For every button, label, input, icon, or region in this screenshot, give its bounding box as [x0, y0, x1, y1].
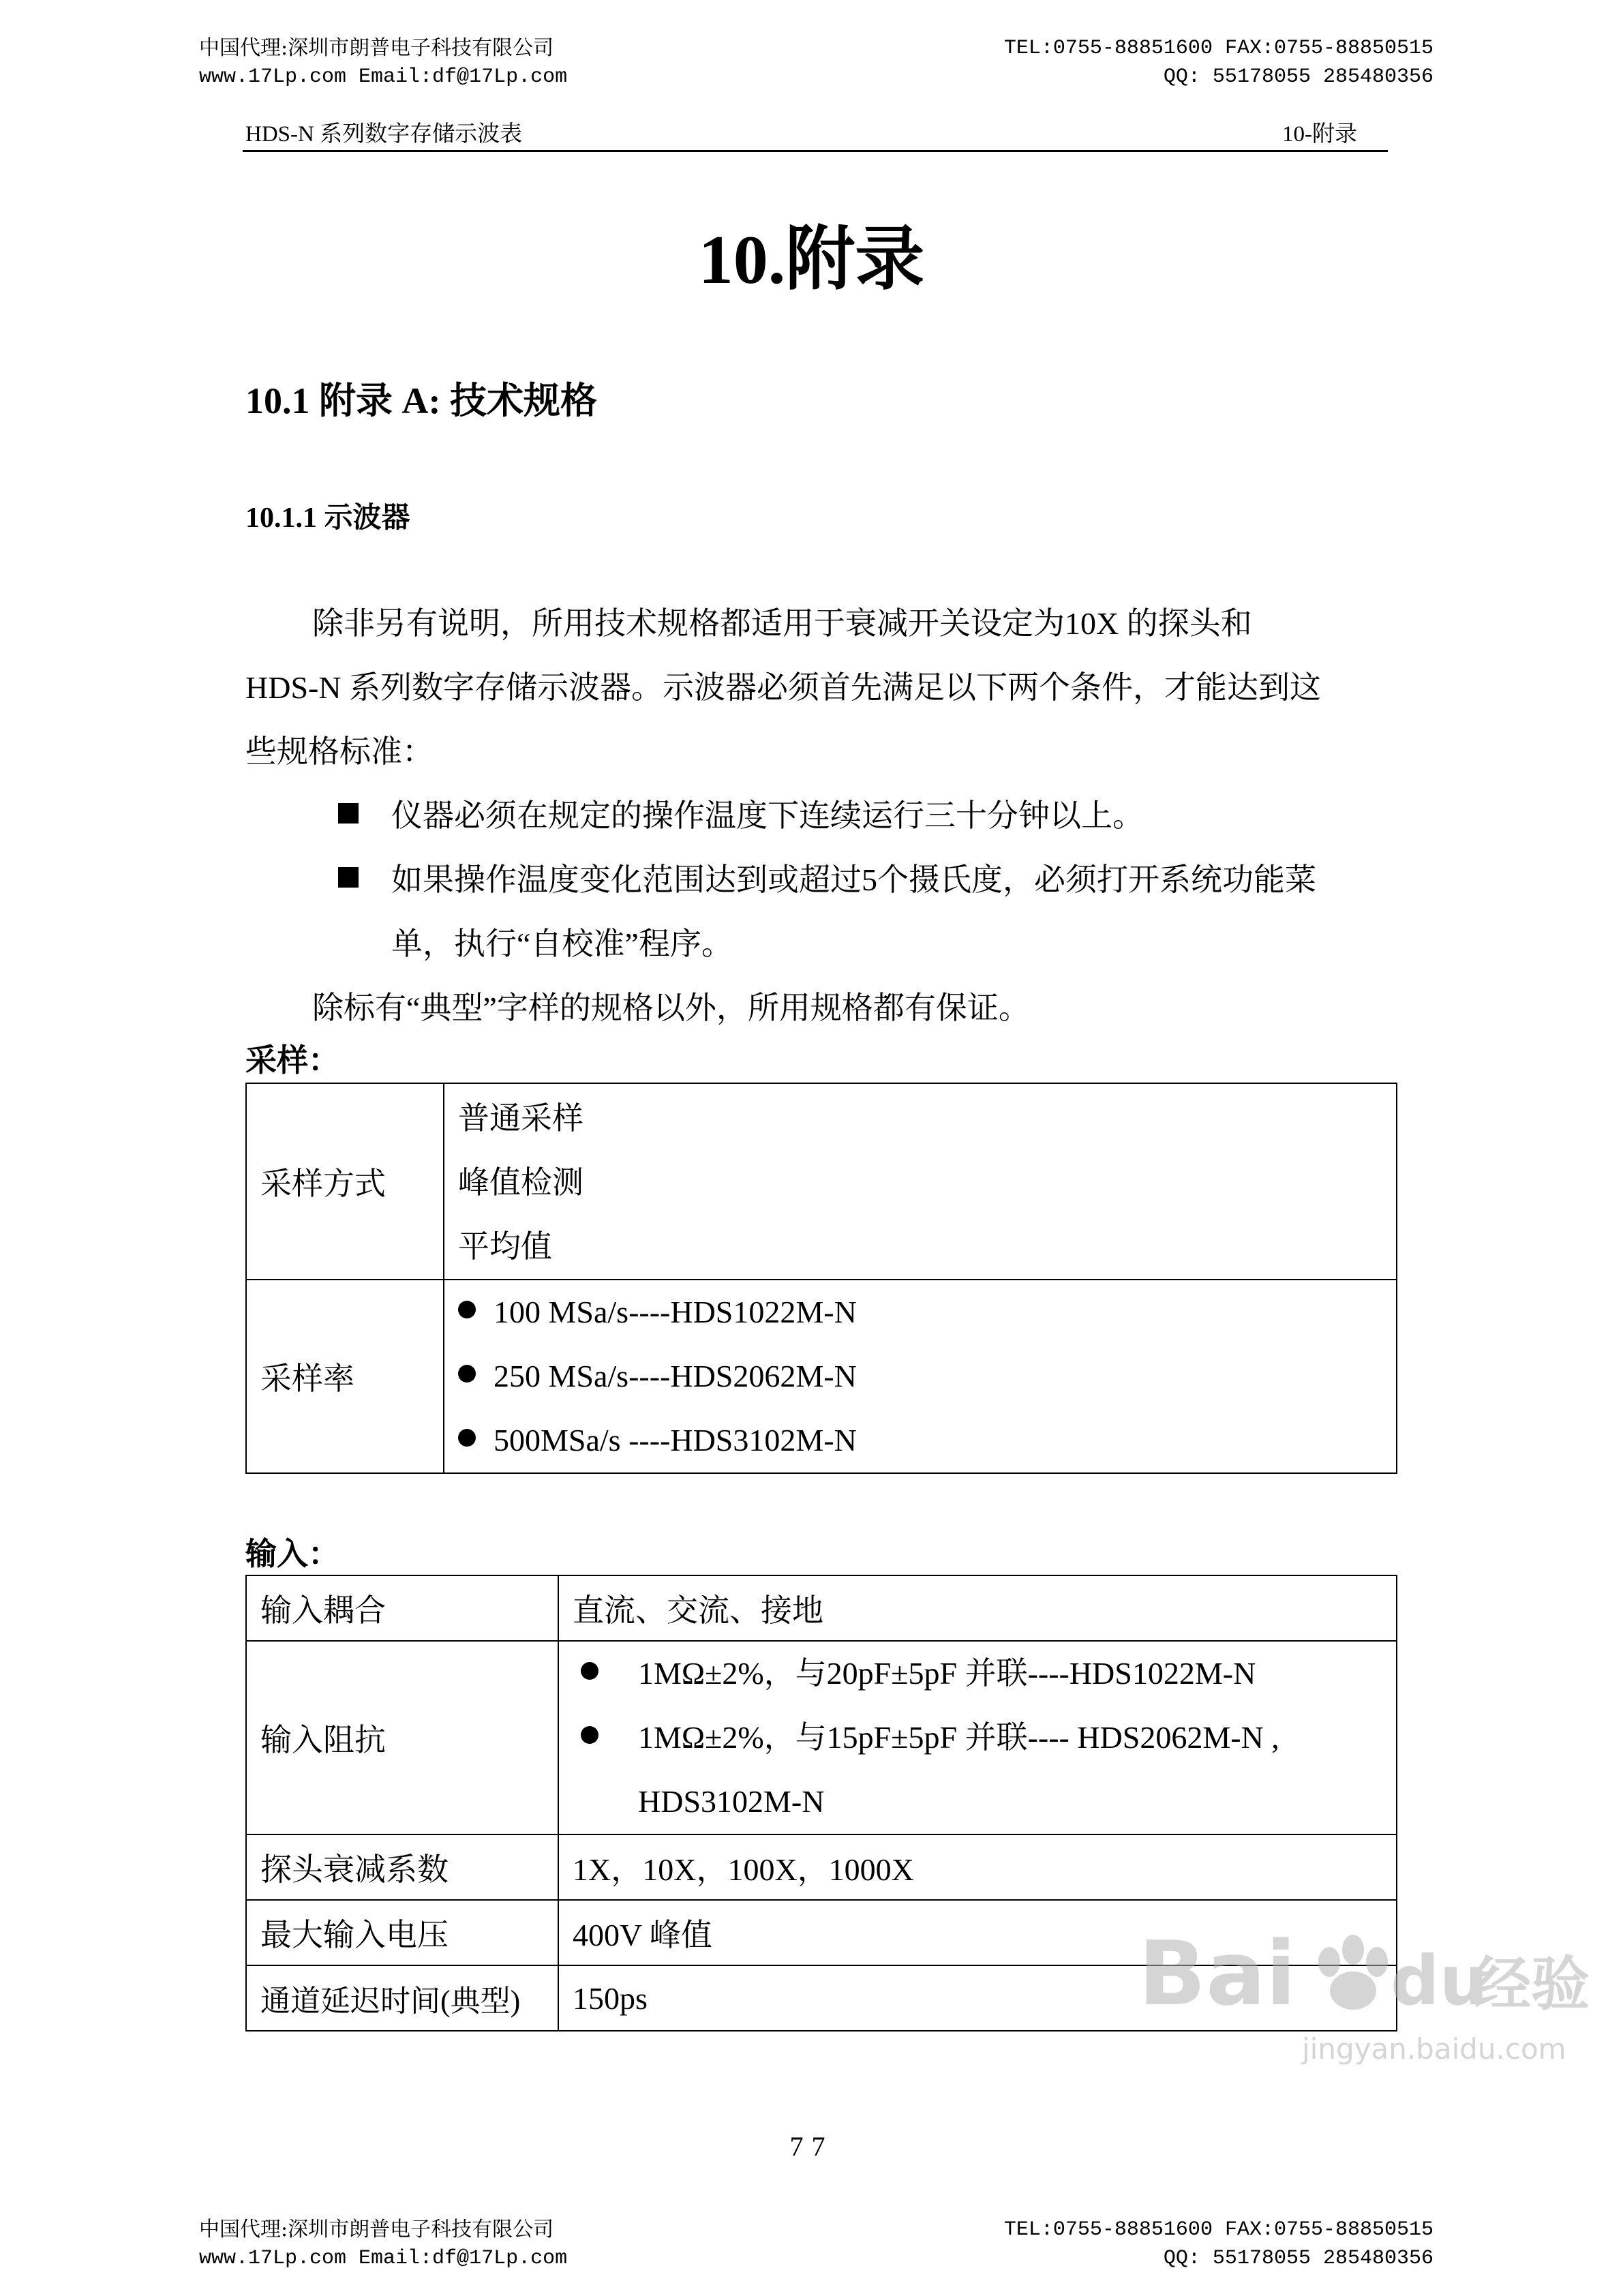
footer-web-email: www.17Lp.com Email:df@17Lp.com [199, 2247, 568, 2270]
sampling-rate-3 [458, 1408, 1382, 1472]
bullet-icon [458, 1301, 476, 1318]
bullet-icon [458, 1365, 476, 1383]
intro-line-3: 些规格标准： [245, 734, 434, 769]
running-header-chapter: 10-附录 [1282, 122, 1357, 147]
running-header-title: HDS-N 系列数字存储示波表 [245, 122, 523, 147]
sampling-rate-text: 100 MSa/s----HDS1022M-N [494, 1295, 857, 1329]
condition-item-2 [338, 848, 1316, 912]
square-bullet-icon [338, 867, 359, 888]
input-impedance-label: 输入阻抗 [246, 1641, 558, 1834]
condition-text-1: 仪器必须在规定的操作温度下连续运行三十分钟以上。 [391, 798, 1144, 833]
footer-tel-fax: TEL:0755-88851600 FAX:0755-88850515 [1003, 2218, 1434, 2241]
page-number: 77 [789, 2131, 834, 2162]
sampling-mode-normal: 普通采样 [458, 1101, 583, 1136]
impedance-text: 1MΩ±2%，与15pF±5pF 并联---- HDS2062M-N , [638, 1720, 1279, 1755]
bullet-icon [581, 1726, 598, 1744]
sampling-mode-label: 采样方式 [260, 1166, 386, 1201]
input-coupling-label: 输入耦合 [246, 1575, 558, 1641]
condition-item-2-continued: 单，执行“自校准”程序。 [391, 926, 733, 961]
sampling-rate-1 [458, 1280, 1382, 1344]
impedance-item-2-continued: HDS3102M-N [638, 1784, 825, 1819]
input-coupling-value: 直流、交流、接地 [558, 1575, 1397, 1641]
condition-item-1 [338, 784, 1144, 848]
channel-delay-label: 通道延迟时间(典型) [246, 1965, 558, 2031]
table-row [246, 1083, 1397, 1280]
sampling-mode-average: 平均值 [458, 1229, 552, 1264]
input-label: 输入： [245, 1537, 339, 1571]
impedance-text: 1MΩ±2%，与20pF±5pF 并联----HDS1022M-N [638, 1656, 1256, 1691]
section-heading: 10.1 附录 A: 技术规格 [245, 380, 597, 421]
sampling-mode-peak: 峰值检测 [458, 1165, 583, 1200]
sampling-rate-text: 500MSa/s ----HDS3102M-N [494, 1423, 857, 1457]
header-agency: 中国代理:深圳市朗普电子科技有限公司 [199, 36, 554, 60]
sampling-table [245, 1083, 1397, 1474]
max-voltage-value: 400V 峰值 [558, 1900, 1397, 1965]
intro-line-1: 除非另有说明，所用技术规格都适用于衰减开关设定为10X 的探头和 [312, 606, 1252, 641]
probe-attenuation-value: 1X，10X，100X，1000X [558, 1834, 1397, 1900]
impedance-item-1 [581, 1642, 1382, 1706]
condition-text-2: 如果操作温度变化范围达到或超过5个摄氏度，必须打开系统功能菜 [391, 862, 1316, 897]
channel-delay-value: 150ps [558, 1965, 1397, 2031]
max-voltage-label: 最大输入电压 [246, 1900, 558, 1965]
table-cell-label [246, 1280, 444, 1473]
baidu-jingyan-watermark [1132, 1902, 1609, 2079]
watermark-url: jingyan.baidu.com [1302, 2032, 1566, 2066]
guarantee-note: 除标有“典型”字样的规格以外，所用规格都有保证。 [312, 991, 1030, 1025]
table-row [246, 1280, 1397, 1473]
bullet-icon [581, 1662, 598, 1680]
table-row [246, 1575, 1397, 1641]
impedance-item-2 [581, 1706, 1382, 1770]
header-qq: QQ: 55178055 285480356 [1163, 65, 1434, 89]
header-rule [243, 150, 1388, 152]
table-cell-value [444, 1083, 1397, 1280]
table-cell-value [444, 1280, 1397, 1473]
footer-agency: 中国代理:深圳市朗普电子科技有限公司 [199, 2218, 554, 2241]
table-row [246, 1641, 1397, 1834]
sampling-label: 采样： [245, 1043, 339, 1078]
header-web-email: www.17Lp.com Email:df@17Lp.com [199, 65, 568, 89]
bullet-icon [458, 1429, 476, 1447]
subsection-heading: 10.1.1 示波器 [245, 502, 410, 534]
header-tel-fax: TEL:0755-88851600 FAX:0755-88850515 [1003, 37, 1434, 60]
paw-icon [1318, 1935, 1388, 2010]
intro-line-2: HDS-N 系列数字存储示波器。示波器必须首先满足以下两个条件，才能达到这 [245, 670, 1322, 705]
sampling-rate-text: 250 MSa/s----HDS2062M-N [494, 1359, 857, 1393]
watermark-brand-2: du [1391, 1941, 1488, 2021]
watermark-cn: 经验 [1472, 1950, 1590, 2019]
square-bullet-icon [338, 803, 359, 824]
sampling-rate-label: 采样率 [260, 1361, 354, 1396]
table-cell-label [246, 1083, 444, 1280]
page-title: 10.附录 [698, 222, 925, 299]
table-cell-value [558, 1641, 1397, 1834]
table-row [246, 1834, 1397, 1900]
probe-attenuation-label: 探头衰减系数 [246, 1834, 558, 1900]
watermark-brand: Bai [1138, 1922, 1296, 2025]
sampling-rate-2 [458, 1344, 1382, 1408]
footer-qq: QQ: 55178055 285480356 [1163, 2247, 1434, 2270]
